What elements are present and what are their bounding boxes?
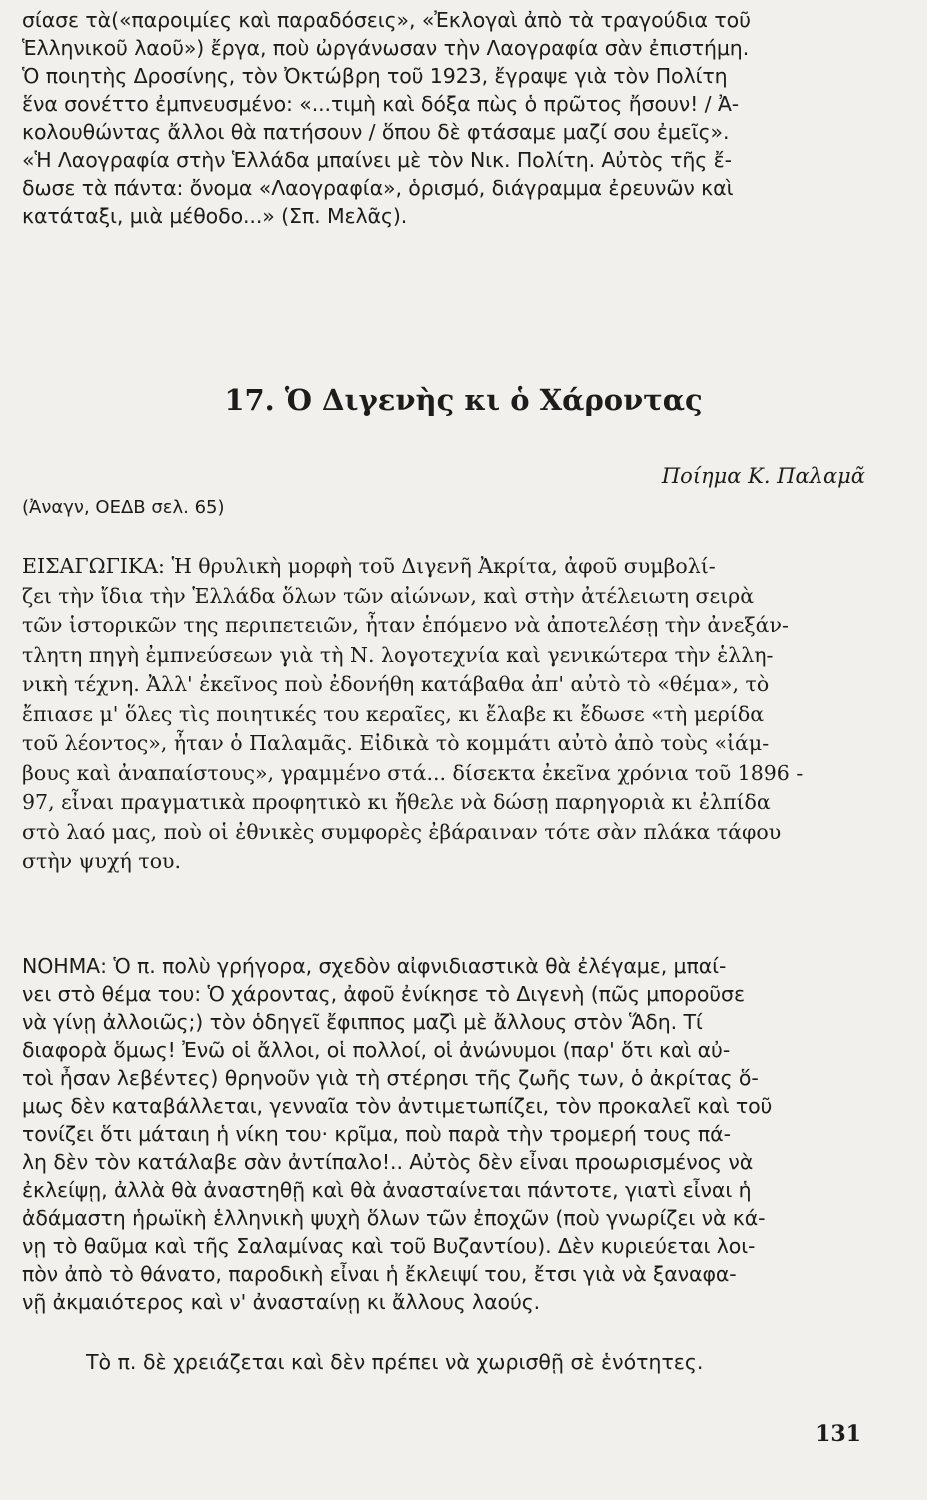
text-line: μως δὲν καταβάλλεται, γενναῖα τὸν ἀντιμετωπίζει, τὸν προκαλεῖ καὶ τοῦ (22, 1094, 773, 1118)
text-line: ἀδάμαστη ἡρωϊκὴ ἑλληνικὴ ψυχὴ ὅλων τῶν ἐποχῶν (ποὺ γνωρίζει νὰ κά- (22, 1206, 766, 1230)
text-line: διαφορὰ ὅμως! Ἐνῶ οἱ ἄλλοι, οἱ πολλοί, οἱ ἀνώνυμοι (παρ' ὅτι καὶ αὐ- (22, 1038, 731, 1062)
text-line: ἕνα σονέττο ἐμπνευσμένο: «...τιμὴ καὶ δόξα πὼς ὁ πρῶτος ἤσουν! / Ἀ- (22, 92, 740, 116)
text-line: κατάταξι, μιὰ μέθοδο...» (Σπ. Μελᾶς). (22, 204, 408, 228)
poem-credit: Ποίημα Κ. Παλαμᾶ (661, 464, 865, 488)
text-line: ΝΟΗΜΑ: Ὁ π. πολὺ γρήγορα, σχεδὸν αἰφνιδιαστικὰ θὰ ἐλέγαμε, μπαί- (22, 954, 727, 978)
text-line: τοῦ λέοντος», ἦταν ὁ Παλαμᾶς. Εἰδικὰ τὸ κομμάτι αὐτὸ ἀπὸ τοὺς «ἰάμ- (22, 731, 770, 755)
meaning-paragraph (22, 952, 877, 1316)
text-line: κολουθώντας ἄλλοι θὰ πατήσουν / ὅπου δὲ φτάσαμε μαζί σου ἐμεῖς». (22, 120, 730, 144)
text-line: ΕΙΣΑΓΩΓΙΚΑ: Ἡ θρυλικὴ μορφὴ τοῦ Διγενῆ Ἀκρίτα, ἀφοῦ συμβολί- (22, 554, 716, 578)
top-paragraph (22, 6, 877, 230)
text-line: «Ἡ Λαογραφία στὴν Ἑλλάδα μπαίνει μὲ τὸν Νικ. Πολίτη. Αὐτὸς τῆς ἔ- (22, 148, 732, 172)
text-line: νῇ ἀκμαιότερος καὶ ν' ἀνασταίνῃ κι ἄλλους λαούς. (22, 1290, 541, 1314)
text-line: ἐκλείψῃ, ἀλλὰ θὰ ἀναστηθῇ καὶ θὰ ἀνασταίνεται πάντοτε, γιατὶ εἶναι ἡ (22, 1178, 752, 1202)
text-line: τῶν ἱστορικῶν της περιπετειῶν, ἦταν ἑπόμενο νὰ ἀποτελέσῃ τὴν ἀνεξάν- (22, 613, 789, 637)
text-line: νῃ τὸ θαῦμα καὶ τῆς Σαλαμίνας καὶ τοῦ Βυζαντίου). Δὲν κυριεύεται λοι- (22, 1234, 756, 1258)
text-line: ζει τὴν ἴδια τὴν Ἑλλάδα ὅλων τῶν αἰώνων, καὶ στὴν ἀτέλειωτη σειρὰ (22, 583, 755, 608)
text-line: στὴν ψυχή του. (22, 849, 182, 873)
text-line: στὸ λαό μας, ποὺ οἱ ἐθνικὲς συμφορὲς ἐβάραιναν τότε σὰν πλάκα τάφου (22, 819, 782, 844)
page-number: 131 (815, 1421, 861, 1447)
text-line: τονίζει ὅτι μάταιη ἡ νίκη του· κρῖμα, ποὺ παρὰ τὴν τρομερή τους πά- (22, 1122, 731, 1146)
closing-line: Τὸ π. δὲ χρειάζεται καὶ δὲν πρέπει νὰ χωρισθῇ σὲ ἑνότητες. (86, 1350, 704, 1374)
source-reference: (Ἀναγν, ΟΕΔΒ σελ. 65) (22, 497, 225, 518)
text-line: Ὁ ποιητὴς Δροσίνης, τὸν Ὀκτώβρη τοῦ 1923, ἔγραψε γιὰ τὸν Πολίτη (22, 64, 728, 88)
text-line: τλητη πηγὴ ἐμπνεύσεων γιὰ τὴ Ν. λογοτεχνία καὶ γενικώτερα τὴν ἑλλη- (22, 642, 774, 667)
text-line: 97, εἶναι πραγματικὰ προφητικὸ κι ἤθελε νὰ δώσῃ παρηγοριὰ κι ἐλπίδα (22, 790, 771, 814)
text-line: δωσε τὰ πάντα: ὄνομα «Λαογραφία», ὁρισμό, διάγραμμα ἐρευνῶν καὶ (22, 176, 734, 200)
intro-paragraph (22, 552, 877, 877)
text-line: λη δὲν τὸν κατάλαβε σὰν ἀντίπαλο!.. Αὐτὸς δὲν εἶναι προωρισμένος νὰ (22, 1150, 754, 1174)
section-heading: 17. Ὁ Διγενὴς κι ὁ Χάροντας (224, 383, 703, 417)
text-line: τοὶ ἦσαν λεβέντες) θρηνοῦν γιὰ τὴ στέρησι τῆς ζωῆς των, ὁ ἀκρίτας ὅ- (22, 1066, 759, 1090)
text-line: νει στὸ θέμα του: Ὁ χάροντας, ἀφοῦ ἐνίκησε τὸ Διγενὴ (πῶς μποροῦσε (22, 982, 745, 1006)
text-line: νικὴ τέχνη. Ἀλλ' ἐκεῖνος ποὺ ἐδονήθη κατάβαθα ἀπ' αὐτὸ τὸ «θέμα», τὸ (22, 672, 770, 696)
text-line: νὰ γίνῃ ἀλλοιῶς;) τὸν ὁδηγεῖ ἔφιππος μαζὶ μὲ ἄλλους στὸν Ἅδη. Τί (22, 1010, 703, 1034)
text-line: Ἑλληνικοῦ λαοῦ») ἔργα, ποὺ ὠργάνωσαν τὴν Λαογραφία σὰν ἐπιστήμη. (22, 36, 750, 60)
text-line: ἔπιασε μ' ὅλες τὶς ποιητικές του κεραῖες, κι ἔλαβε κι ἔδωσε «τὴ μερίδα (22, 701, 765, 726)
text-line: σίασε τὰ(«παροιμίες καὶ παραδόσεις», «Ἐκλογαὶ ἀπὸ τὰ τραγούδια τοῦ (22, 8, 751, 32)
text-line: πὸν ἀπὸ τὸ θάνατο, παροδικὴ εἶναι ἡ ἔκλειψί του, ἔτσι γιὰ νὰ ξαναφα- (22, 1262, 737, 1286)
text-line: βους καὶ ἀναπαίστους», γραμμένο στά... δίσεκτα ἐκεῖνα χρόνια τοῦ 1896 - (22, 760, 804, 785)
